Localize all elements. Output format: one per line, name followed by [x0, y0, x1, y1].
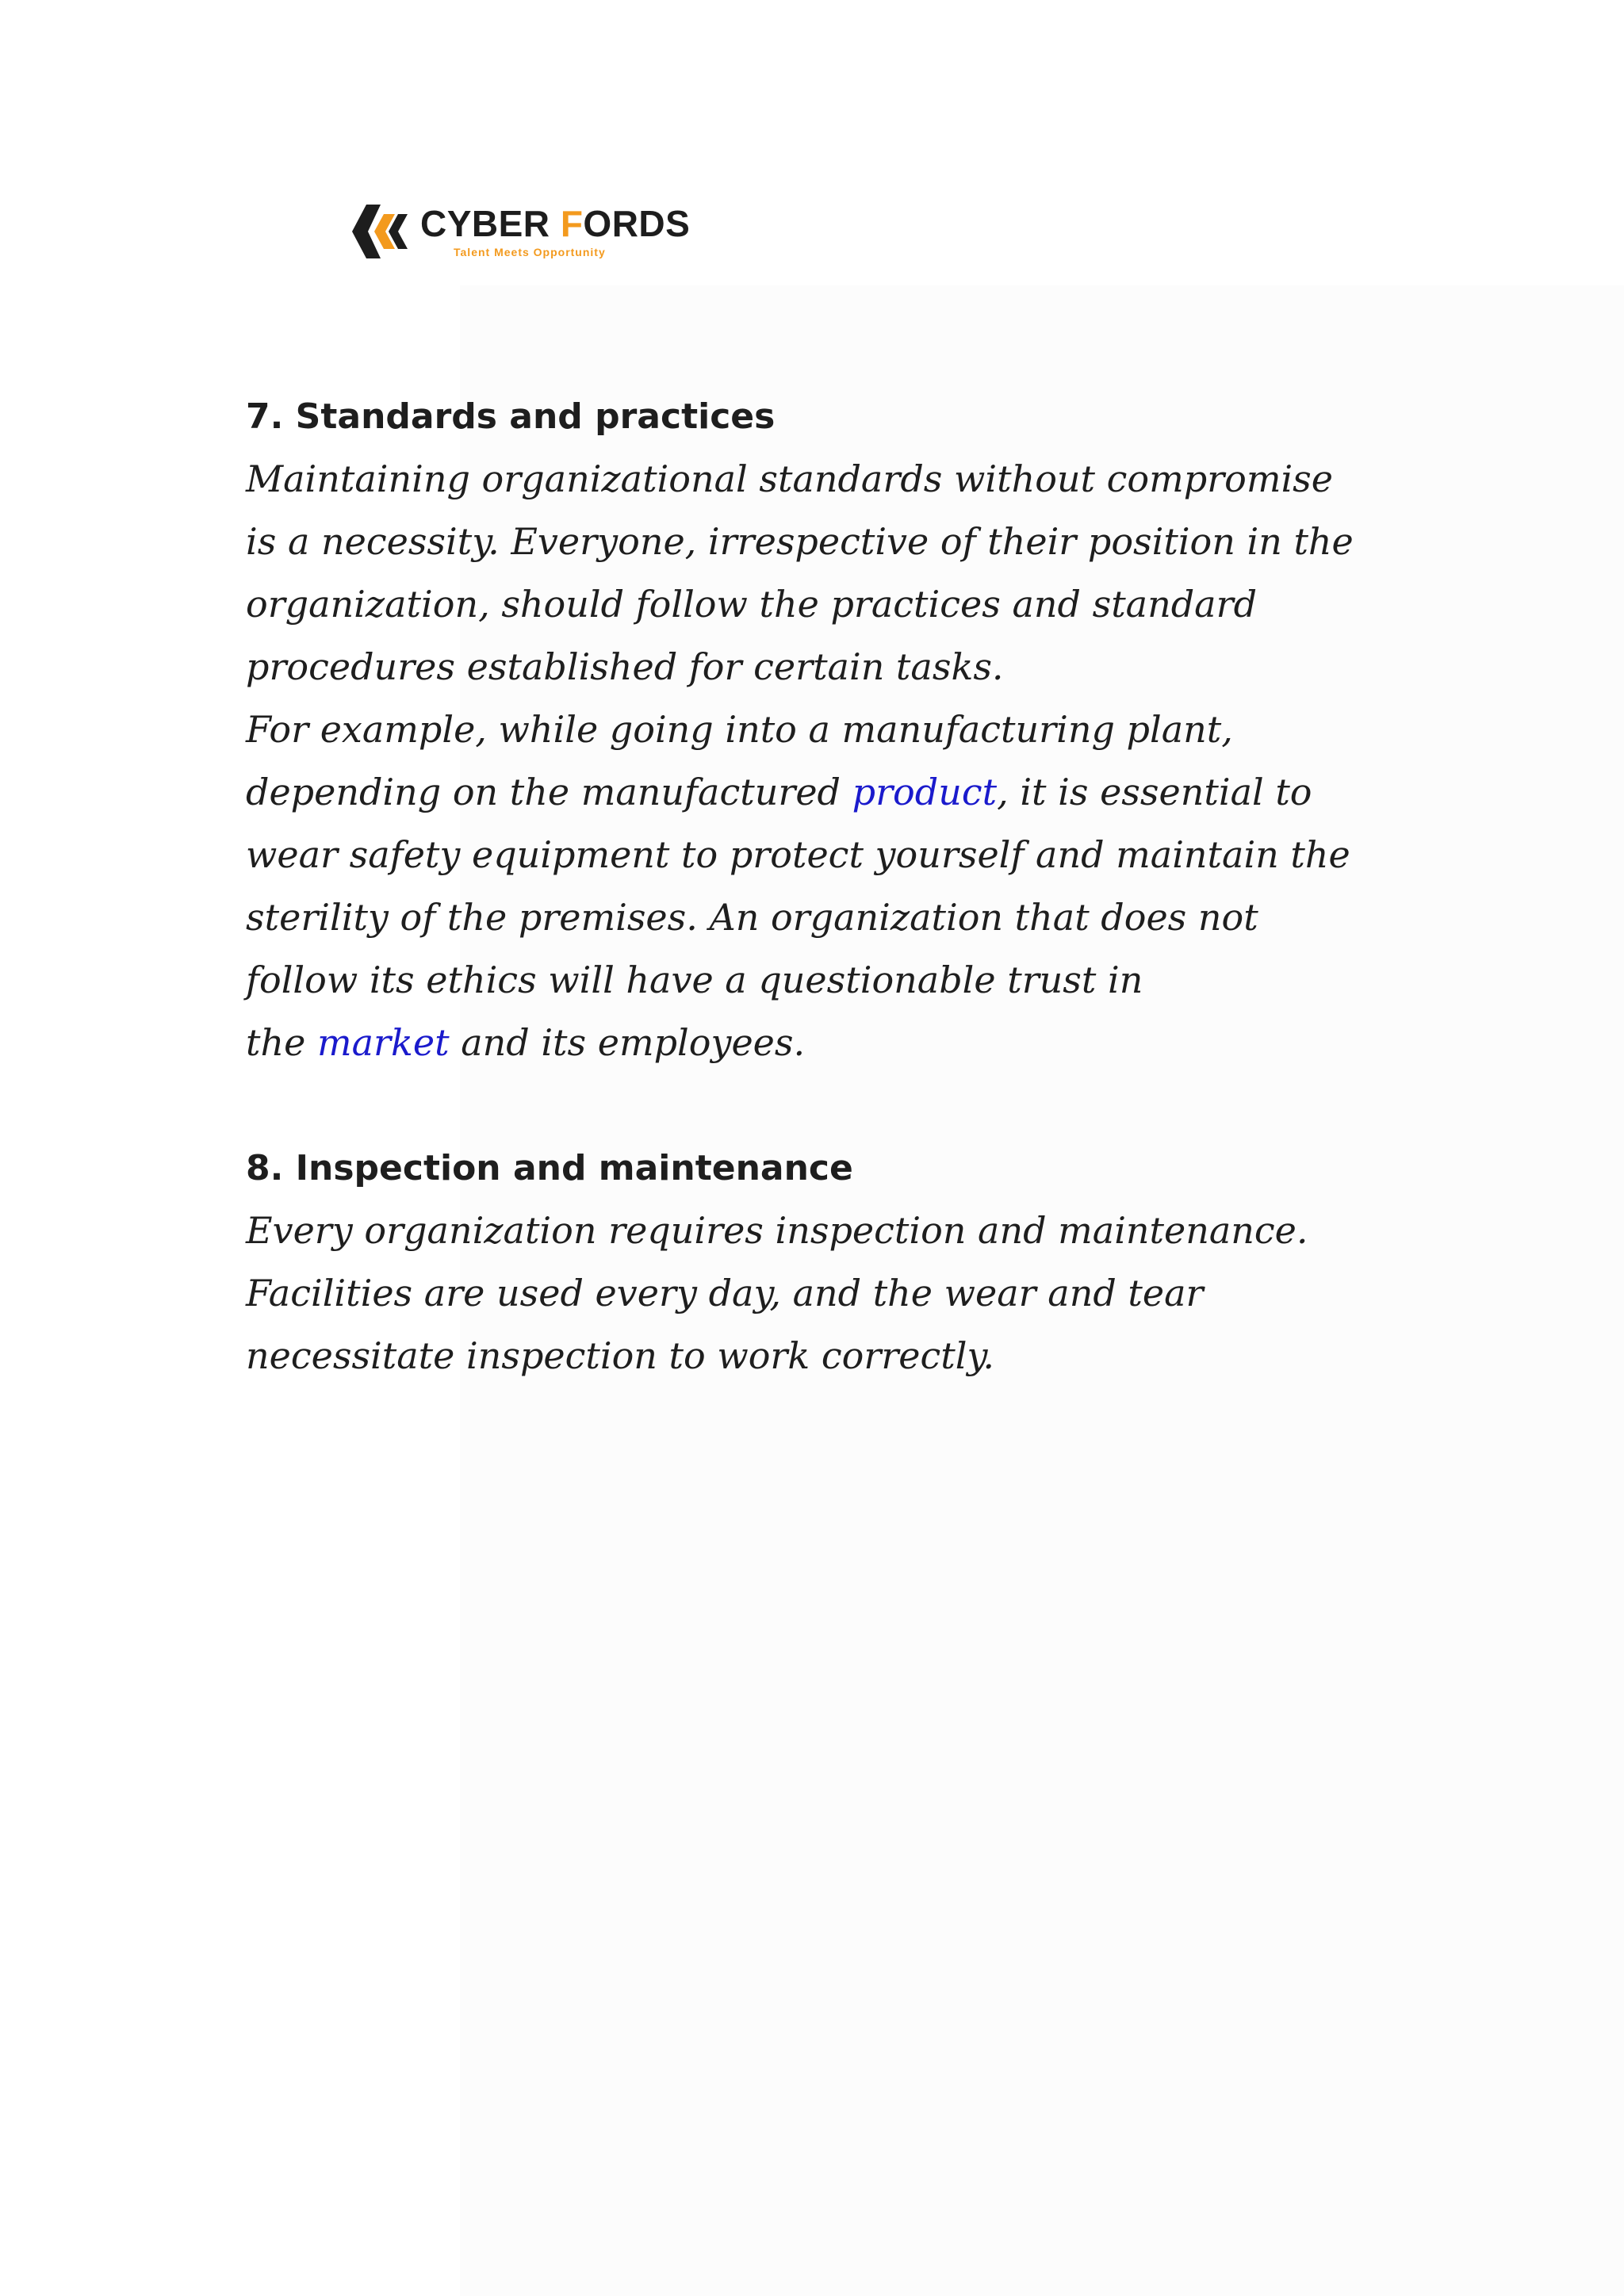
paragraph-standards-intro	[246, 448, 1388, 698]
paragraph-standards-example	[246, 698, 1388, 1074]
section-heading-standards: 7. Standards and practices	[246, 396, 776, 437]
cyber-fords-logo-icon	[349, 200, 412, 263]
logo-wordmark: CYBER FORDS	[420, 203, 691, 244]
text-line: For example, while going into a manufacturing plant,	[246, 708, 1233, 751]
cyber-fords-logo	[349, 200, 690, 263]
text-line: procedures established for certain tasks.	[246, 645, 1004, 688]
paragraph-inspection	[246, 1200, 1388, 1387]
text-line: the market and its employees.	[246, 1021, 806, 1064]
text-line: Maintaining organizational standards without compromise	[246, 457, 1334, 500]
text-line: necessitate inspection to work correctly.	[246, 1334, 994, 1377]
text-line: organization, should follow the practices and standard	[246, 583, 1258, 626]
text-line: depending on the manufactured product, it is essential to	[246, 771, 1312, 813]
document-body	[246, 385, 1388, 1387]
text-line: sterility of the premises. An organization that does not	[246, 896, 1258, 939]
paragraph-spacer	[246, 1074, 1388, 1137]
text-line: is a necessity. Everyone, irrespective of their position in the	[246, 520, 1354, 563]
text-line: wear safety equipment to protect yourself and maintain the	[246, 833, 1350, 876]
logo-tagline: Talent Meets Opportunity	[454, 246, 606, 258]
market-link[interactable]: market	[316, 1021, 450, 1064]
section-heading-inspection: 8. Inspection and maintenance	[246, 1148, 853, 1188]
text-line: follow its ethics will have a questionable trust in	[246, 959, 1143, 1001]
text-line: Facilities are used every day, and the wear and tear	[246, 1272, 1204, 1314]
product-link[interactable]: product	[852, 771, 998, 813]
text-line: Every organization requires inspection and maintenance.	[246, 1209, 1308, 1252]
